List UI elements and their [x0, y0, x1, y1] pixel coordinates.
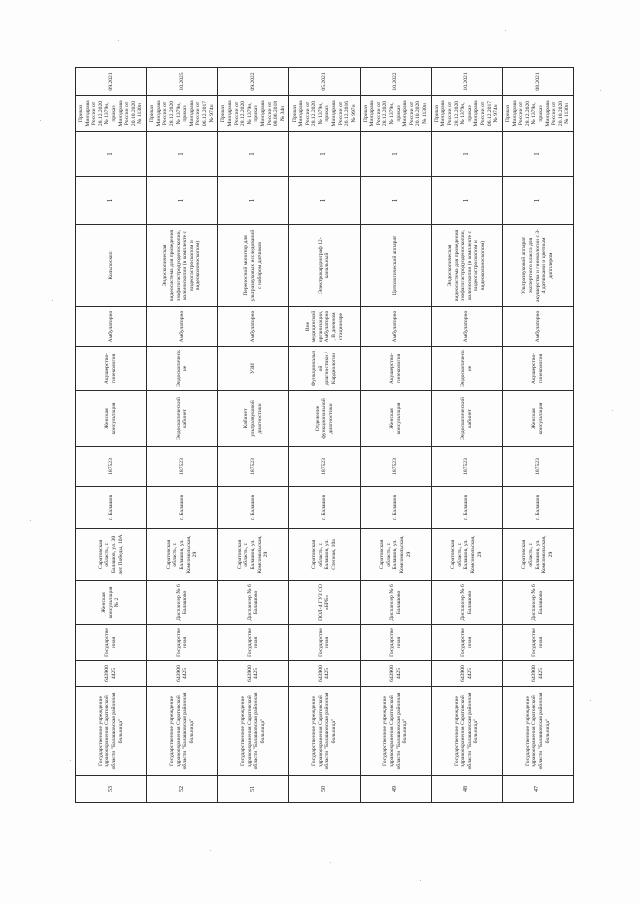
- locality-cell: г. Балашов: [431, 487, 502, 529]
- quantity-planned-cell: 1: [431, 132, 502, 177]
- address-cell: Саратовская область, г. Балашов, ул. Комсомольская, 29: [218, 529, 289, 581]
- quantity-needed-cell: 1: [431, 177, 502, 225]
- locality-cell: г. Балашов: [147, 487, 218, 529]
- profile-cell: Эндоскопические: [431, 347, 502, 391]
- locality-cell: г. Балашов: [502, 487, 573, 529]
- equipment-table: [75, 67, 574, 803]
- table-row: [147, 68, 218, 803]
- institution-name-cell: Государственное учреждение здравоохранения Саратовской области "Балашовская районная больница": [76, 687, 147, 776]
- department-cell: Отделение функциональной диагностики: [289, 391, 360, 447]
- scan-speck: [70, 760, 71, 761]
- scan-speck: [600, 90, 601, 91]
- delivery-date-cell: 08.2021: [502, 68, 573, 96]
- profile-cell: УЗИ: [218, 347, 289, 391]
- profile-cell: Эндоскопические: [147, 347, 218, 391]
- table-row: [289, 68, 360, 803]
- inn-cell: 6439004425: [76, 661, 147, 687]
- department-cell: Женская консультация: [360, 391, 431, 447]
- department-cell: Эндоскопический кабинет: [147, 391, 218, 447]
- inn-cell: 6439004425: [431, 661, 502, 687]
- oktmo-code-cell: 187523: [289, 447, 360, 487]
- delivery-date-cell: 09.2021: [76, 68, 147, 96]
- oktmo-code-cell: 187523: [147, 447, 218, 487]
- department-cell: Эндоскопический кабинет: [431, 391, 502, 447]
- regulation-cell: Приказ Минздрава России от 28.12.2020 № 1379н, приказ Минздрава России от 20.10.2020 № 1130н: [502, 96, 573, 132]
- inn-cell: 6439004425: [218, 661, 289, 687]
- table-row: [502, 68, 573, 803]
- row-number-cell: 47: [502, 776, 573, 803]
- equipment-cell: Эндоскопическая видеосистема для проведения эзофагогастродуоденоскопии, колоноскопии (в комплекте с видеогастроскопом и видеоколоноскопом): [147, 225, 218, 307]
- delivery-date-cell: 09.2022: [218, 68, 289, 96]
- ownership-form-cell: Государственная: [502, 625, 573, 661]
- locality-cell: г. Балашов: [76, 487, 147, 529]
- delivery-date-cell: 10.2022: [360, 68, 431, 96]
- ownership-form-cell: Государственная: [147, 625, 218, 661]
- equipment-cell: Переносной монитор для ультразвуковых исследований с набором датчиков: [218, 225, 289, 307]
- subdivision-cell: Диспансер № 6 Балашово: [360, 581, 431, 625]
- institution-name-cell: Государственное учреждение здравоохранения Саратовской области "Балашовская районная больница": [431, 687, 502, 776]
- quantity-needed-cell: 1: [502, 177, 573, 225]
- address-cell: Саратовская область, г. Балашов, ул. Комсомольская, 29: [360, 529, 431, 581]
- regulation-cell: Приказ Минздрава России от 28.12.2020 № 1379н, приказ Минздрава России от 20.10.2020 № 1130н: [360, 96, 431, 132]
- profile-cell: Акушерство-гинекология: [502, 347, 573, 391]
- subdivision-cell: Женская консультация № 2: [76, 581, 147, 625]
- equipment-cell: Ультразвуковой аппарат экспертного класса для акушерства и гинекологии с 3-4 датчиками и цветным допплером: [502, 225, 573, 307]
- subdivision-cell: ПОЛ-4 ГУЗ СО «БРБ»: [289, 581, 360, 625]
- oktmo-code-cell: 187523: [502, 447, 573, 487]
- scan-speck: [330, 862, 331, 863]
- address-cell: Саратовская область, г. Балашов, ул. Комсомольская, 29: [502, 529, 573, 581]
- care-conditions-cell: Амбулаторно: [76, 307, 147, 347]
- table-row: [431, 68, 502, 803]
- scan-speck: [505, 30, 506, 31]
- ownership-form-cell: Государственная: [76, 625, 147, 661]
- delivery-date-cell: 05.2021: [289, 68, 360, 96]
- scan-speck: [420, 880, 421, 881]
- quantity-needed-cell: 1: [147, 177, 218, 225]
- subdivision-cell: Диспансер № 6 Балашово: [218, 581, 289, 625]
- row-number-cell: 51: [218, 776, 289, 803]
- inn-cell: 6439004425: [289, 661, 360, 687]
- inn-cell: 6439004425: [360, 661, 431, 687]
- table-body: [76, 68, 574, 803]
- scan-speck: [118, 40, 119, 41]
- institution-name-cell: Государственное учреждение здравоохранения Саратовской области "Балашовская районная больница": [289, 687, 360, 776]
- regulation-cell: Приказ Минздрава России от 28.12.2020 № 1379н, приказ Минздрава России от 06.12.2017 № 974н: [147, 96, 218, 132]
- subdivision-cell: Диспансер № 6 Балашово: [502, 581, 573, 625]
- oktmo-code-cell: 187523: [360, 447, 431, 487]
- scan-speck: [210, 850, 211, 851]
- oktmo-code-cell: 187523: [431, 447, 502, 487]
- profile-cell: Функциональной диагностики / Кардиологии: [289, 347, 360, 391]
- scan-speck: [30, 520, 31, 521]
- inn-cell: 6439004425: [502, 661, 573, 687]
- care-conditions-cell: Вне медицинской организации, Амбулаторно, В дневном стационаре: [289, 307, 360, 347]
- row-number-cell: 52: [147, 776, 218, 803]
- institution-name-cell: Государственное учреждение здравоохранения Саратовской области "Балашовская районная больница": [147, 687, 218, 776]
- profile-cell: Акушерство-гинекология: [360, 347, 431, 391]
- address-cell: Саратовская область, г. Балашов, ул. Комсомольская, 29: [147, 529, 218, 581]
- subdivision-cell: Диспансер № 6 Балашово: [431, 581, 502, 625]
- department-cell: Женская консультация: [502, 391, 573, 447]
- quantity-planned-cell: 1: [360, 132, 431, 177]
- rotated-table-wrapper: [75, 68, 574, 803]
- institution-name-cell: Государственное учреждение здравоохранения Саратовской области "Балашовская районная больница": [502, 687, 573, 776]
- row-number-cell: 53: [76, 776, 147, 803]
- regulation-cell: Приказ Минздрава России от 28.12.2020 № 1379н, приказ Минздрава России от 08.06.2018 № 34н: [218, 96, 289, 132]
- scan-speck: [612, 410, 613, 411]
- equipment-cell: Электрокардиограф 12-канальный: [289, 225, 360, 307]
- ownership-form-cell: Государственная: [360, 625, 431, 661]
- scan-speck: [40, 120, 41, 121]
- table-row: [76, 68, 147, 803]
- delivery-date-cell: 10.2021: [431, 68, 502, 96]
- care-conditions-cell: Амбулаторно: [218, 307, 289, 347]
- locality-cell: г. Балашов: [218, 487, 289, 529]
- department-cell: Женская консультация: [76, 391, 147, 447]
- row-number-cell: 48: [431, 776, 502, 803]
- inn-cell: 6439004425: [147, 661, 218, 687]
- care-conditions-cell: Амбулаторно: [431, 307, 502, 347]
- locality-cell: г. Балашов: [360, 487, 431, 529]
- quantity-planned-cell: 1: [289, 132, 360, 177]
- oktmo-code-cell: 187523: [218, 447, 289, 487]
- care-conditions-cell: Амбулаторно: [360, 307, 431, 347]
- equipment-cell: Кольпоскоп: [76, 225, 147, 307]
- quantity-planned-cell: 1: [76, 132, 147, 177]
- regulation-cell: Приказ Минздрава России от 28.12.2020 № 1379н, приказ Минздрава России от 26.12.2016 № 997н: [289, 96, 360, 132]
- profile-cell: Акушерство-гинекология: [76, 347, 147, 391]
- department-cell: Кабинет ультразвуковой диагностики: [218, 391, 289, 447]
- equipment-cell: Эндоскопическая видеосистема для проведения эзофагогастродуоденоскопии, колоноскопии (в комплекте с видеогастроскопом и видеоколоноскопом): [431, 225, 502, 307]
- ownership-form-cell: Государственная: [289, 625, 360, 661]
- equipment-cell: Цитологический аппарат: [360, 225, 431, 307]
- care-conditions-cell: Амбулаторно: [147, 307, 218, 347]
- row-number-cell: 49: [360, 776, 431, 803]
- quantity-planned-cell: 1: [218, 132, 289, 177]
- ownership-form-cell: Государственная: [218, 625, 289, 661]
- row-number-cell: 50: [289, 776, 360, 803]
- quantity-needed-cell: 1: [289, 177, 360, 225]
- address-cell: Саратовская область, г. Балашов, ул. 30 лет Победы, 10А: [76, 529, 147, 581]
- ownership-form-cell: Государственная: [431, 625, 502, 661]
- locality-cell: г. Балашов: [289, 487, 360, 529]
- regulation-cell: Приказ Минздрава России от 28.12.2020 № 1379н, приказ Минздрава России от 20.10.2020 № 1130н: [76, 96, 147, 132]
- care-conditions-cell: Амбулаторно: [502, 307, 573, 347]
- delivery-date-cell: 10.2025: [147, 68, 218, 96]
- table-row: [360, 68, 431, 803]
- table-row: [218, 68, 289, 803]
- quantity-planned-cell: 1: [147, 132, 218, 177]
- subdivision-cell: Диспансер № 6 Балашово: [147, 581, 218, 625]
- scan-speck: [52, 300, 53, 301]
- regulation-cell: Приказ Минздрава России от 28.12.2020 № 1379н, приказ Минздрава России от 06.12.2017 № 974н: [431, 96, 502, 132]
- quantity-needed-cell: 1: [76, 177, 147, 225]
- address-cell: Саратовская область, г. Балашов, ул. Степная, 10а: [289, 529, 360, 581]
- quantity-planned-cell: 1: [502, 132, 573, 177]
- scan-speck: [590, 700, 591, 701]
- quantity-needed-cell: 1: [218, 177, 289, 225]
- oktmo-code-cell: 187523: [76, 447, 147, 487]
- institution-name-cell: Государственное учреждение здравоохранения Саратовской области "Балашовская районная больница": [360, 687, 431, 776]
- address-cell: Саратовская область, г. Балашов, ул. Комсомольская, 29: [431, 529, 502, 581]
- institution-name-cell: Государственное учреждение здравоохранения Саратовской области "Балашовская районная больница": [218, 687, 289, 776]
- quantity-needed-cell: 1: [360, 177, 431, 225]
